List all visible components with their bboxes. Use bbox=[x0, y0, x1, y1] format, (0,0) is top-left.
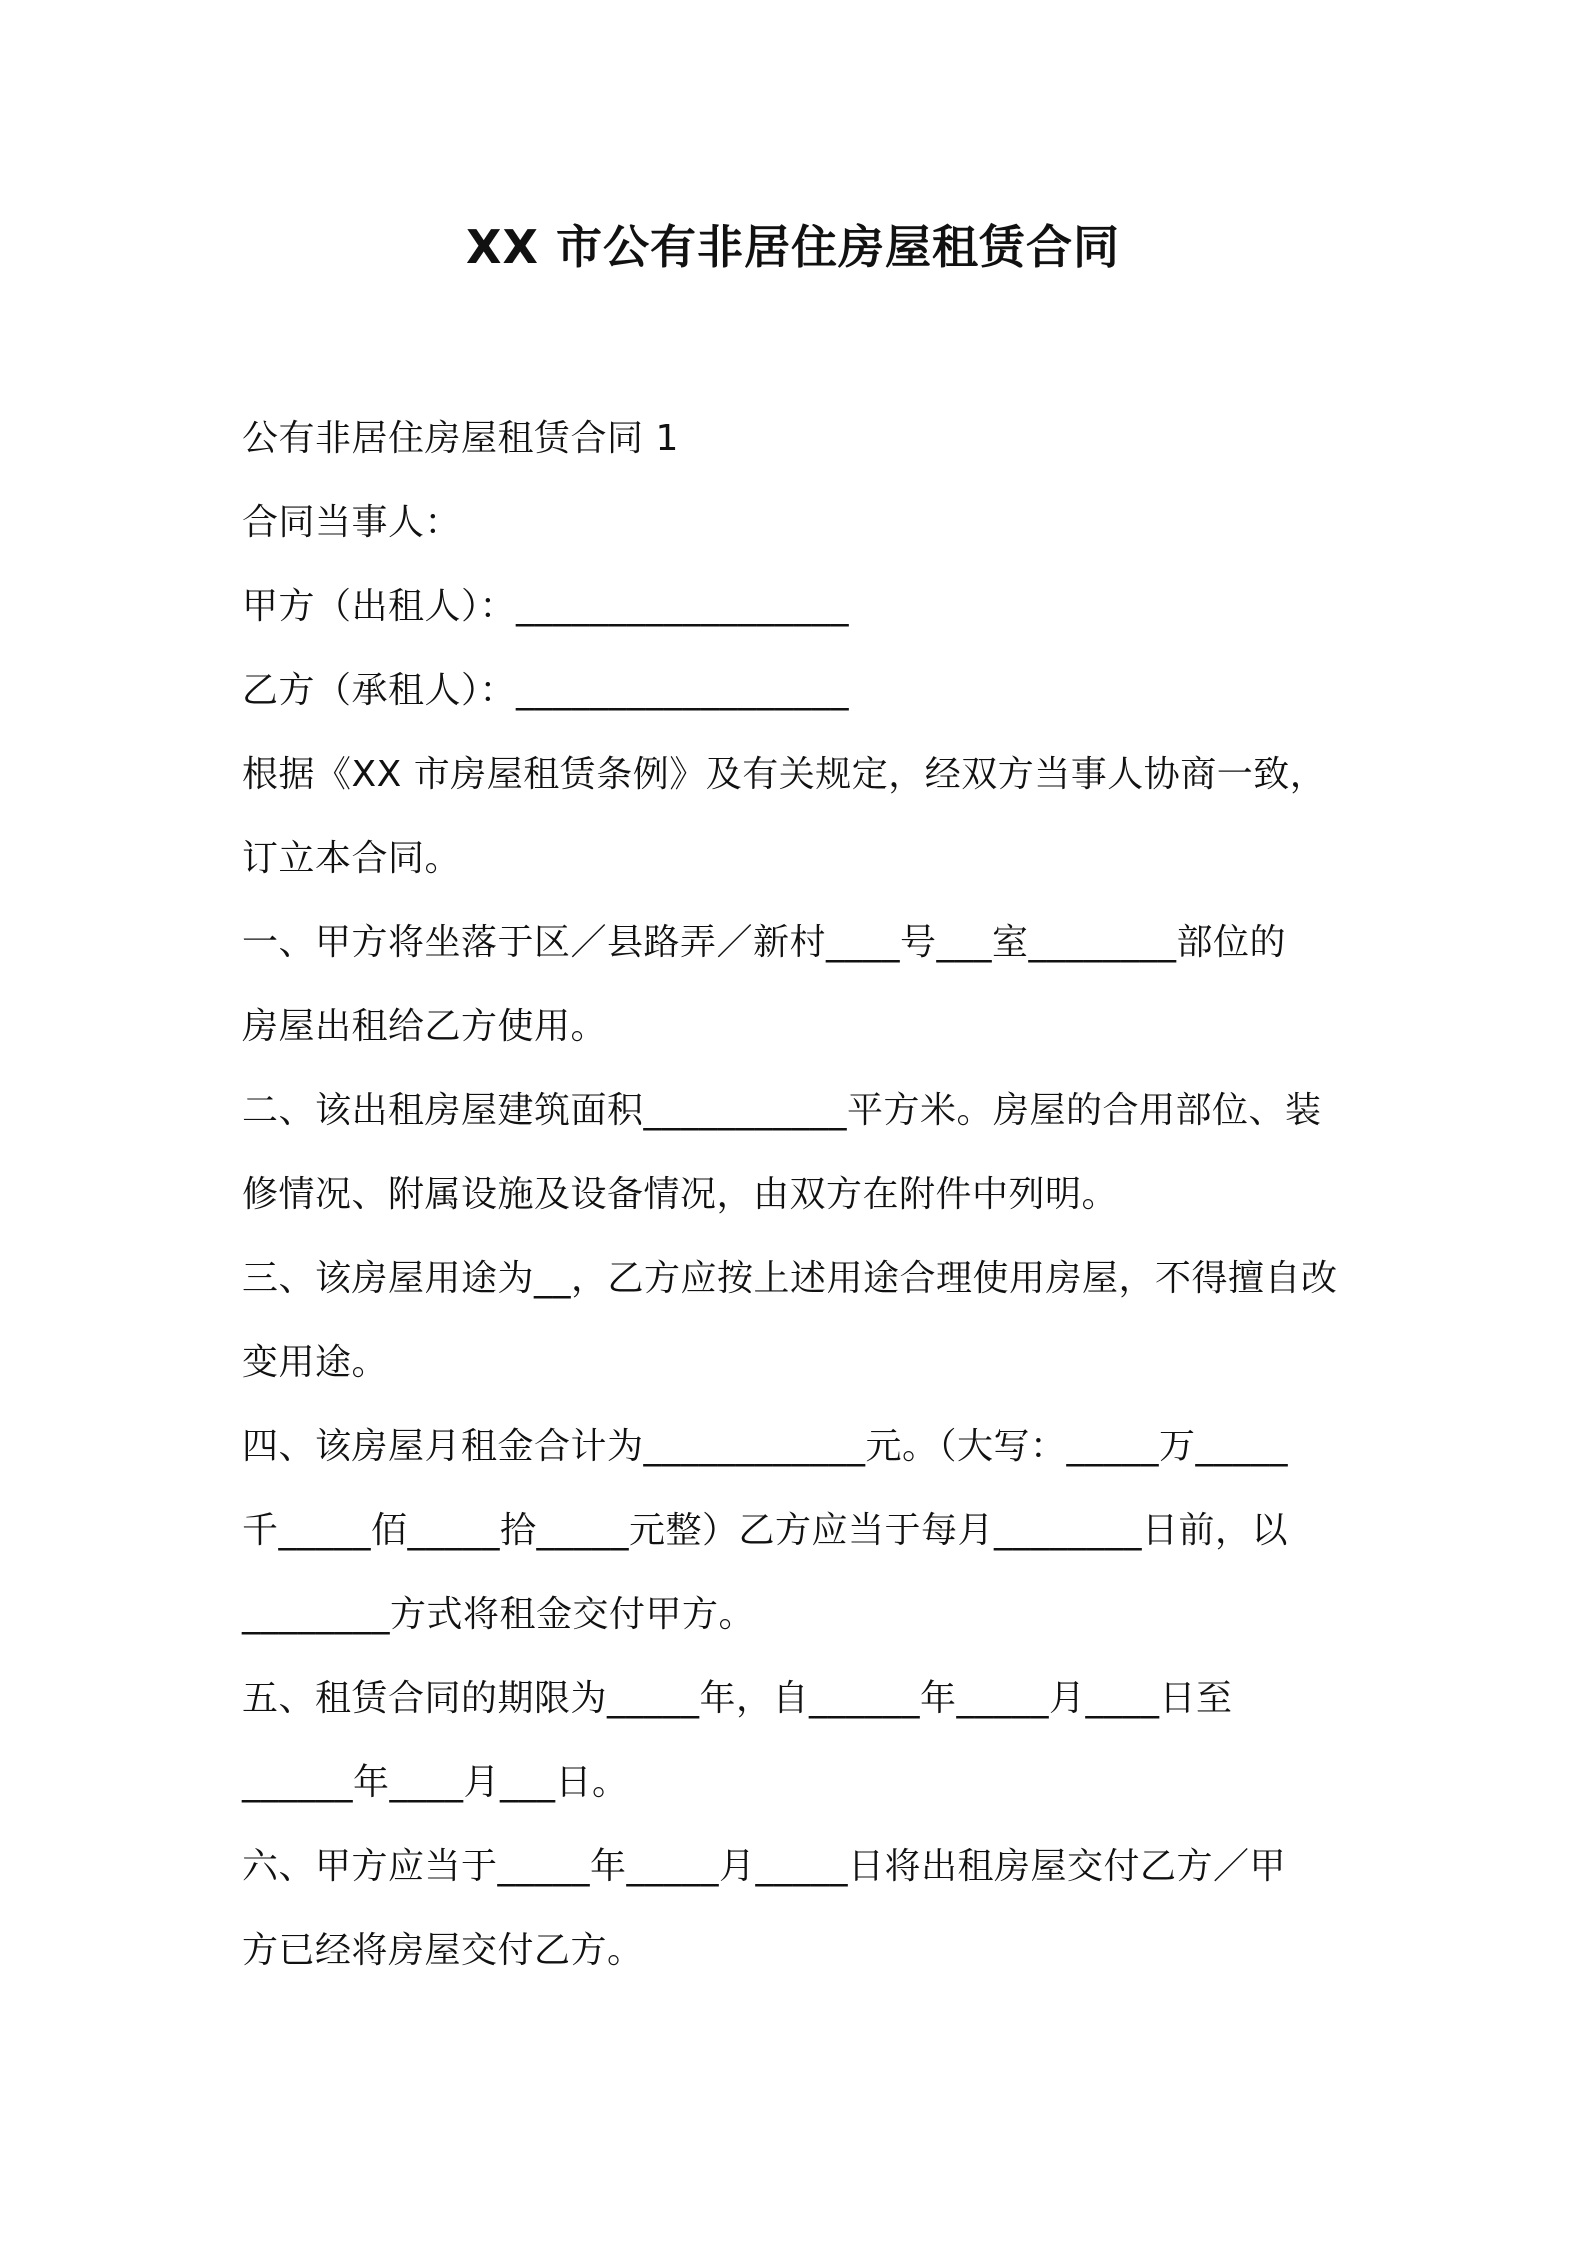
preamble-line-1: 根据《XX 市房屋租赁条例》及有关规定，经双方当事人协商一致， bbox=[242, 754, 1327, 795]
clause-1-line-2: 房屋出租给乙方使用。 bbox=[242, 1006, 608, 1047]
clause-4-line-2: 千_____佰_____拾_____元整）乙方应当于每月________日前，以 bbox=[242, 1510, 1289, 1551]
clause-5-line-2: ______年____月___日。 bbox=[242, 1762, 629, 1803]
clause-4-line-1: 四、该房屋月租金合计为____________元。（大写：_____万_____ bbox=[242, 1426, 1289, 1467]
clause-2-line-2: 修情况、附属设施及设备情况，由双方在附件中列明。 bbox=[242, 1174, 1119, 1215]
party-b-line: 乙方（承租人）：__________________ bbox=[242, 670, 850, 711]
preamble-line-2: 订立本合同。 bbox=[242, 838, 462, 879]
clause-6-line-2: 方已经将房屋交付乙方。 bbox=[242, 1930, 644, 1971]
clause-6-line-1: 六、甲方应当于_____年_____月_____日将出租房屋交付乙方／甲 bbox=[242, 1846, 1287, 1887]
document-title: XX 市公有非居住房屋租赁合同 bbox=[466, 220, 1120, 274]
parties-label: 合同当事人： bbox=[242, 502, 462, 543]
section-heading: 公有非居住房屋租赁合同 1 bbox=[242, 418, 679, 459]
clause-3-line-1: 三、该房屋用途为__，乙方应按上述用途合理使用房屋，不得擅自改 bbox=[242, 1258, 1338, 1299]
clause-5-line-1: 五、租赁合同的期限为_____年，自______年_____月____日至 bbox=[242, 1678, 1233, 1719]
clause-2-line-1: 二、该出租房屋建筑面积___________平方米。房屋的合用部位、装 bbox=[242, 1090, 1322, 1131]
clause-4-line-3: ________方式将租金交付甲方。 bbox=[242, 1594, 756, 1635]
party-a-line: 甲方（出租人）：__________________ bbox=[242, 586, 850, 627]
clause-1-line-1: 一、甲方将坐落于区／县路弄／新村____号___室________部位的 bbox=[242, 922, 1287, 963]
clause-3-line-2: 变用途。 bbox=[242, 1342, 389, 1383]
